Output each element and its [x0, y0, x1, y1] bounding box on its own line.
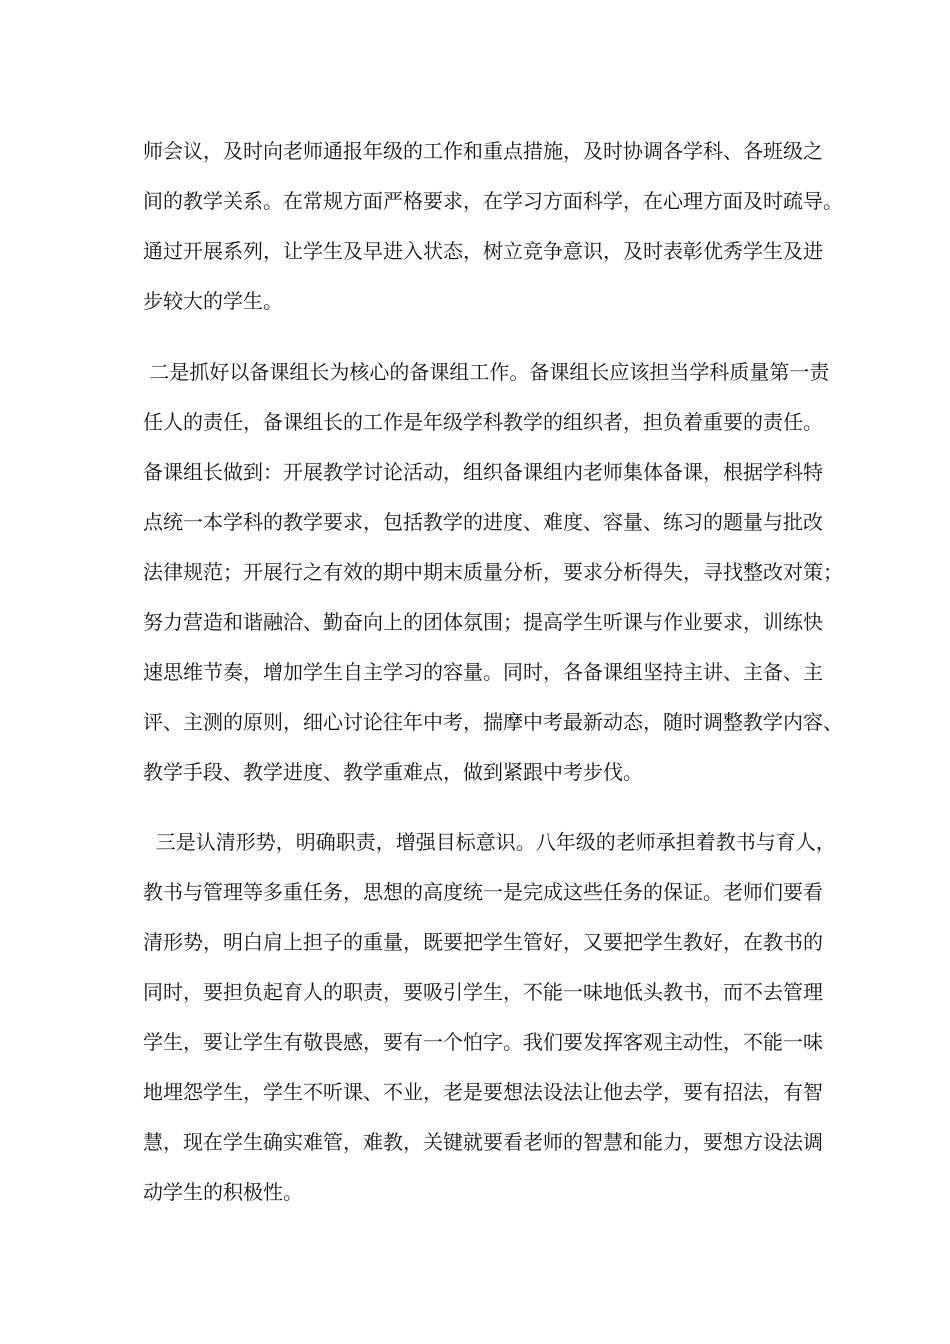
text-line: 动学生的积极性。 [143, 1180, 303, 1204]
text-line: 间的教学关系。在常规方面严格要求，在学习方面科学，在心理方面及时疏导。 [143, 189, 843, 213]
text-line: 步较大的学生。 [143, 289, 283, 313]
text-line: 学生，要让学生有敬畏感，要有一个怕字。我们要发挥客观主动性，不能一味 [143, 1030, 823, 1054]
text-line: 地埋怨学生，学生不听课、不业，老是要想法设法让他去学，要有招法，有智 [143, 1080, 823, 1104]
text-line: 评、主测的原则，细心讨论往年中考，揣摩中考最新动态，随时调整教学内容、 [143, 710, 843, 734]
text-line: 师会议，及时向老师通报年级的工作和重点措施，及时协调各学科、各班级之 [143, 139, 823, 163]
text-line: 教书与管理等多重任务，思想的高度统一是完成这些任务的保证。老师们要看 [143, 880, 823, 904]
text-line: 任人的责任，备课组长的工作是年级学科教学的组织者，担负着重要的责任。 [143, 410, 823, 434]
paragraph-1 [143, 126, 843, 326]
text-line: 备课组长做到：开展教学讨论活动，组织备课组内老师集体备课，根据学科特 [143, 460, 823, 484]
text-line: 速思维节奏，增加学生自主学习的容量。同时，各备课组坚持主讲、主备、主 [143, 660, 823, 684]
text-line: 点统一本学科的教学要求，包括教学的进度、难度、容量、练习的题量与批改 [143, 510, 823, 534]
text-line: 努力营造和谐融洽、勤奋向上的团体氛围；提高学生听课与作业要求，训练快 [143, 610, 823, 634]
text-line: 教学手段、教学进度、教学重难点，做到紧跟中考步伐。 [143, 760, 643, 784]
paragraph-2 [143, 347, 843, 797]
text-line: 清形势，明白肩上担子的重量，既要把学生管好，又要把学生教好，在教书的 [143, 930, 823, 954]
text-line: 法律规范；开展行之有效的期中期末质量分析，要求分析得失，寻找整改对策； [143, 560, 843, 584]
text-line: 二是抓好以备课组长为核心的备课组工作。备课组长应该担当学科质量第一责 [143, 360, 830, 384]
text-line: 通过开展系列，让学生及早进入状态，树立竞争意识，及时表彰优秀学生及进 [143, 239, 823, 263]
text-line: 慧，现在学生确实难管，难教，关键就要看老师的智慧和能力，要想方设法调 [143, 1130, 823, 1154]
text-line: 三是认清形势，明确职责，增强目标意识。八年级的老师承担着教书与育人， [143, 830, 836, 854]
text-line: 同时，要担负起育人的职责，要吸引学生，不能一味地低头教书，而不去管理 [143, 980, 823, 1004]
paragraph-3 [143, 817, 836, 1217]
